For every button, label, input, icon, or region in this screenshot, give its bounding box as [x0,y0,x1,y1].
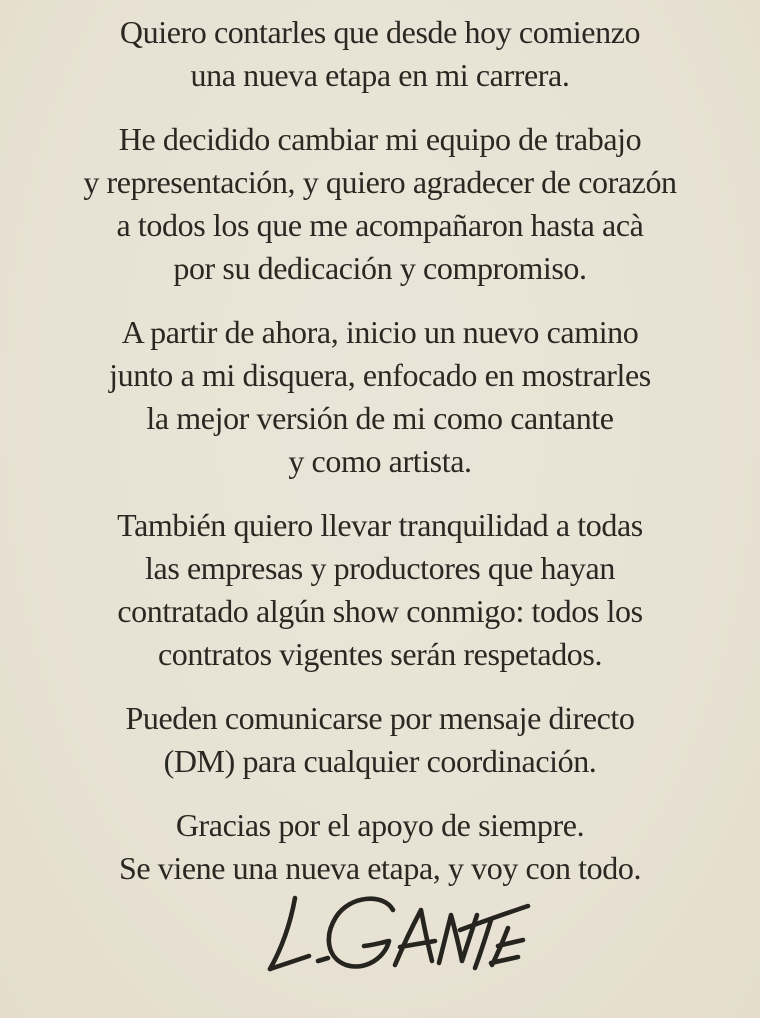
statement-paragraph [0,697,760,783]
statement-paragraph [0,311,760,483]
statement-paragraph [0,804,760,890]
signature-svg [244,884,544,994]
signature-letter-a [395,910,435,965]
signature-letter-n [439,915,477,963]
statement-line: la mejor versión de mi como cantante [146,400,614,436]
statement-line: (DM) para cualquier coordinación. [163,743,597,779]
statement-line: Pueden comunicarse por mensaje directo [125,700,635,736]
statement-paragraph [0,118,760,290]
statement-line: También quiero llevar tranquilidad a todas [117,507,643,543]
statement-line: Se viene una nueva etapa, y voy con todo. [118,850,642,886]
statement-line: una nueva etapa en mi carrera. [190,57,570,93]
statement-paragraph [0,11,760,97]
statement-line: las empresas y productores que hayan [145,550,615,586]
signature-letter-l [270,898,309,969]
statement-line: contratos vigentes serán respetados. [157,636,603,672]
statement-line: junto a mi disquera, enfocado en mostrarles [109,357,651,393]
statement-paragraph [0,504,760,676]
statement-line: Quiero contarles que desde hoy comienzo [119,14,641,50]
signature [244,884,544,994]
statement-line: y como artista. [288,443,472,479]
statement-line: por su dedicación y compromiso. [173,250,587,286]
signature-letter-e [491,928,523,965]
statement-line: A partir de ahora, inicio un nuevo camino [121,314,639,350]
statement-line: y representación, y quiero agradecer de corazón [83,164,677,200]
signature-period [318,958,328,961]
statement-line: Gracias por el apoyo de siempre. [175,807,585,843]
signature-letter-g [329,899,393,967]
statement-line: contratado algún show conmigo: todos los [117,593,643,629]
statement-line: He decidido cambiar mi equipo de trabajo [118,121,642,157]
statement-line: a todos los que me acompañaron hasta acà [116,207,644,243]
